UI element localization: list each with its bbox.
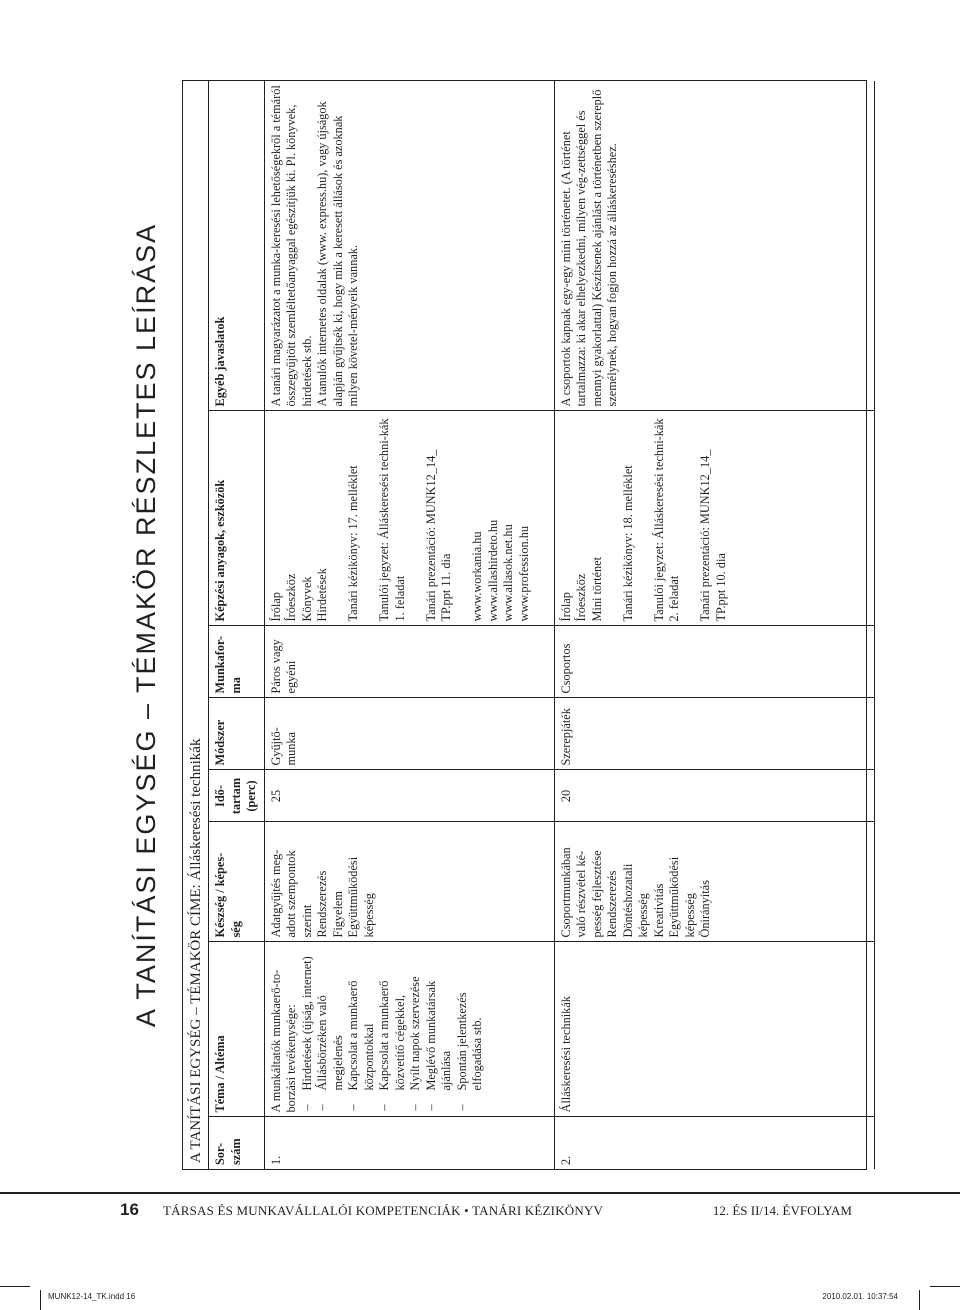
crop-mark — [930, 1286, 960, 1287]
cell-tema — [264, 942, 554, 1117]
subtopic-text: Kapcsolat a munkaerő központokkal — [346, 980, 376, 1091]
header-text: Munkafor- — [213, 635, 227, 694]
material-item: Mini történet — [589, 556, 604, 622]
subtopic-text: Nyílt napok szervezése — [408, 976, 422, 1091]
tema-intro: A munkáltatók munkaerő-to-borzási tevékenysége: — [268, 969, 298, 1113]
tema-subtopic-item — [424, 947, 455, 1113]
material-item: www.allashirdeto.hu — [485, 519, 500, 622]
grade-label: 12. ÉS II/14. ÉVFOLYAM — [712, 1203, 852, 1218]
material-item: Tanári kézikönyv: 17. melléklet — [346, 465, 360, 622]
col-header-egyeb: Egyéb javaslatok — [209, 81, 264, 411]
tema-subtopic-item — [408, 947, 424, 1113]
header-text: szám — [228, 1138, 243, 1165]
print-timestamp: 2010.02.01. 10:37:54 — [822, 1292, 898, 1301]
spacer — [362, 416, 378, 622]
skill-item: Rendszerezés — [605, 870, 619, 938]
material-item: Hirdetések — [315, 568, 329, 622]
material-item: www.workania.hu — [470, 531, 484, 622]
header-text: tartam — [228, 777, 243, 815]
skill-item: Együttműködési képesség — [346, 856, 376, 938]
page-number: 16 — [120, 1200, 139, 1219]
material-item: Íróeszköz — [284, 573, 298, 622]
crop-mark — [0, 1286, 30, 1287]
cell-idotartam: 20 — [554, 770, 874, 822]
cell-modszer: Szerepjáték — [554, 698, 874, 770]
table-title: A TANÍTÁSI EGYSÉG – TÉMAKÖR CÍME: Álláskeresési technikák — [183, 81, 209, 1169]
spacer — [455, 416, 471, 622]
subtopic-text: Meglévő munkatársak ajánlása — [423, 980, 453, 1091]
print-file-label: MUNK12-14_TK.indd 16 — [48, 1292, 136, 1301]
header-text: Sor- — [213, 1142, 227, 1165]
material-item: Tanári prezentáció: MUNK12_14_ TP.ppt 11. dia — [423, 449, 453, 622]
header-text: ma — [228, 677, 243, 694]
tema-subtopic-item — [455, 947, 486, 1113]
tema-subtopic-item — [377, 947, 408, 1113]
col-header-anyagok: Képzési anyagok, eszközök — [209, 411, 264, 626]
tema-subtopic-item — [315, 947, 346, 1113]
table-row — [554, 81, 874, 1169]
book-title: TÁRSAS ÉS MUNKAVÁLLALÓI KOMPETENCIÁK • TANÁRI KÉZIKÖNYV — [163, 1203, 604, 1218]
material-item: Íróeszköz — [574, 573, 588, 622]
suggestion-paragraph: A tanári magyarázatot a munka-keresési lehetőségekről a témáról összegyűjtött szemléltetőanyaggal egészítjük ki. Pl. könyvek, hirdetések stb. — [268, 85, 314, 407]
cell-idotartam: 25 — [264, 770, 554, 822]
cell-sorszam: 2. — [554, 1117, 874, 1169]
skill-item: Önirányítás — [698, 880, 712, 938]
tema-subtopic-item — [346, 947, 377, 1113]
header-text: Készség / képes- — [213, 852, 227, 938]
rotated-page-content — [122, 80, 867, 1170]
subtopic-text: Állásbörzéken való megjelenés — [315, 995, 345, 1091]
col-header-keszseg — [209, 822, 264, 942]
suggestion-paragraph: A tanulók internetes oldalak (www. express.hu), vagy újságok alapján gyűjtsék ki, hogy mik a keresett állások és azoknak milyen követel-ményeik vannak. — [315, 101, 360, 407]
skill-item: Rendszerezés — [315, 870, 329, 938]
spacer — [408, 416, 424, 622]
subtopic-text: Kapcsolat a munkaerő közvetítő cégekkel, — [377, 980, 407, 1091]
spacer — [605, 416, 621, 622]
cell-keszseg — [264, 822, 554, 942]
dash-bullet: – — [408, 1104, 422, 1111]
spacer — [683, 416, 699, 622]
header-row — [209, 81, 264, 1169]
dash-bullet: – — [299, 1104, 314, 1111]
tema-intro: Álláskeresési technikák — [558, 996, 573, 1113]
col-header-idotartam — [209, 770, 264, 822]
cell-anyagok — [264, 411, 554, 626]
dash-bullet: – — [346, 1104, 360, 1111]
header-text: (perc) — [244, 780, 258, 812]
tema-subtopic-item — [300, 947, 316, 1113]
material-item: www.profession.hu — [516, 525, 531, 622]
lesson-grid — [209, 81, 875, 1169]
dash-bullet: – — [454, 1104, 469, 1111]
crop-mark — [919, 1290, 920, 1310]
cell-egyeb — [554, 81, 874, 411]
cell-keszseg — [554, 822, 874, 942]
tema-subtopic-list — [300, 947, 486, 1113]
subtopic-text: Spontán jelentkezés elfogadása stb. — [454, 992, 484, 1091]
cell-anyagok — [554, 411, 874, 626]
material-item: Írólap — [558, 592, 573, 622]
cell-munkaforma: Csoportos — [554, 626, 874, 698]
col-header-tema: Téma / Altéma — [209, 942, 264, 1117]
dash-bullet: – — [423, 1104, 438, 1111]
dash-bullet: – — [377, 1104, 391, 1111]
material-item: Tanulói jegyzet: Álláskeresési techni-kák 2. feladat — [651, 418, 681, 622]
lesson-table — [182, 80, 867, 1170]
footer-rule — [0, 1192, 960, 1194]
cell-munkaforma: Páros vagy egyéni — [264, 626, 554, 698]
material-item: Könyvek — [299, 576, 314, 622]
skill-item: Döntéshozatali képesség — [620, 863, 650, 938]
skill-item: Együttműködési képesség — [667, 856, 697, 938]
col-header-sorszam — [209, 1117, 264, 1169]
skill-item: Figyelem — [330, 891, 345, 938]
material-item: Tanári kézikönyv: 18. melléklet — [620, 465, 635, 622]
col-header-munkaforma — [209, 626, 264, 698]
material-item: Tanulói jegyzet: Álláskeresési techni-kák 1. feladat — [377, 418, 407, 622]
spacer — [636, 416, 652, 622]
header-text: Idő- — [213, 785, 227, 807]
skill-item: Csoportmunkában való részvétel ké-pesség fejlesztése — [558, 847, 604, 938]
suggestion-paragraph: A csoportok kapnak egy-egy mini történetet. (A történet tartalmazza: ki akar elhelyezkedni, milyen vég-zettséggel és mennyi gyakorlattal) Készítsenek ajánlást a történetben szereplő személynek, hogyan fogjon hozzá az álláskereséshez. — [558, 89, 619, 407]
cell-egyeb — [264, 81, 554, 411]
material-item: Tanári prezentáció: MUNK12_14_ TP.ppt 10. dia — [698, 449, 728, 622]
material-item: Írólap — [268, 592, 283, 622]
header-text: ség — [228, 921, 243, 938]
skill-item: Adatgyűjtés meg-adott szempontok szerint — [268, 849, 314, 938]
spacer — [331, 416, 347, 622]
skill-item: Kreativitás — [651, 883, 666, 938]
main-title: A TANÍTÁSI EGYSÉG – TÉMAKÖR RÉSZLETES LEÍRÁSA — [131, 222, 161, 1028]
material-item: www.allasok.net.hu — [501, 524, 515, 622]
cell-modszer: Gyűjtő-munka — [264, 698, 554, 770]
col-header-modszer: Módszer — [209, 698, 264, 770]
dash-bullet: – — [315, 1104, 329, 1111]
crop-mark — [40, 1290, 41, 1310]
cell-tema — [554, 942, 874, 1117]
table-row — [264, 81, 554, 1169]
cell-sorszam: 1. — [264, 1117, 554, 1169]
subtopic-text: Hirdetések (újság, internet) — [299, 956, 314, 1091]
